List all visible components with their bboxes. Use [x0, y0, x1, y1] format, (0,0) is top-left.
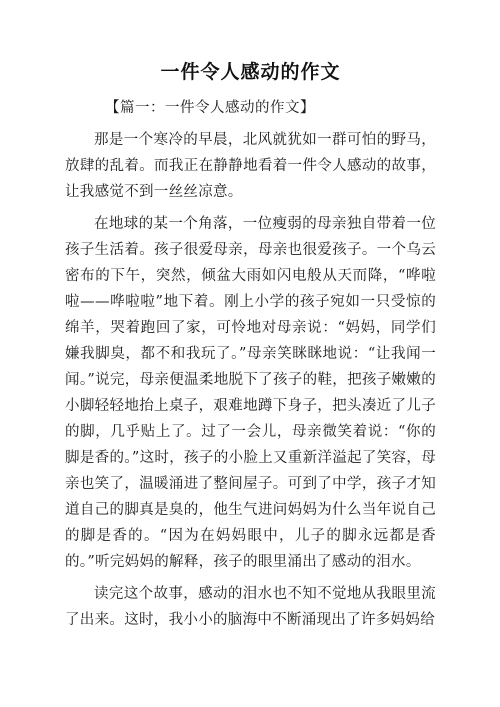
section-label: 【篇一：一件令人感动的作文】: [105, 100, 315, 116]
document-title: 一件令人感动的作文: [160, 61, 341, 83]
paragraph-1: 那是一个寒冷的早晨，北风就犹如一群可怕的野马，放肆的乱着。而我正在静静地看着一件令人感动的故事，让我感觉不到一丝丝凉意。: [65, 132, 436, 200]
paragraph-3: 读完这个故事，感动的泪水也不知不觉地从我眼里流了出来。这时，我小小的脑海中不断涌现出了许多妈妈给: [65, 586, 436, 628]
paragraph-2: 在地球的某一个角落，一位瘦弱的母亲独自带着一位孩子生活着。孩子很爱母亲，母亲也很爱孩子。一个乌云密布的下午，突然，倾盆大雨如闪电般从天而降，“哗啦啦——哗啦啦”地下着。刚上小学的孩子宛如一只受惊的绵羊，哭着跑回了家，可怜地对母亲说：“妈妈，同学们嫌我脚臭，都不和我玩了。”母亲笑眯眯地说：“让我闻一闻。”说完，母亲便温柔地脱下了孩子的鞋，把孩子嫩嫩的小脚轻轻地抬上桌子，艰难地蹲下身子，把头凑近了儿子的脚，几乎贴上了。过了一会儿，母亲微笑着说：“你的脚是香的。”这时，孩子的小脸上又重新洋溢起了笑容，母亲也笑了，温暖涌进了整间屋子。可到了中学，孩子才知道自己的脚真是臭的，他生气进问妈妈为什么当年说自己的脚是香的。“因为在妈妈眼中，儿子的脚永远都是香的。”听完妈妈的解释，孩子的眼里涌出了感动的泪水。: [65, 216, 436, 570]
